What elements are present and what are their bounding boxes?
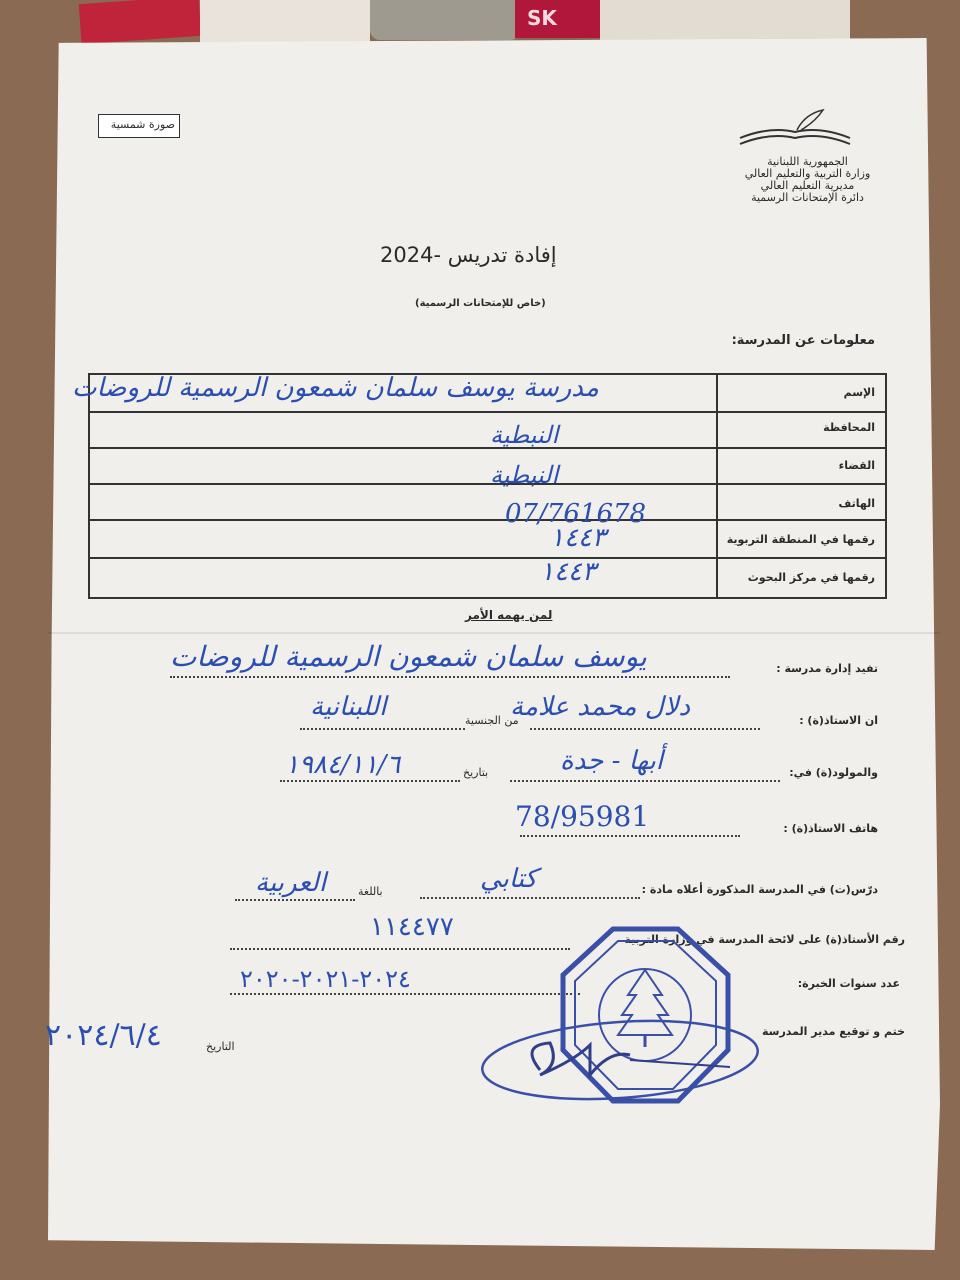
background-object <box>370 0 520 40</box>
signature-label: ختم و توقيع مدير المدرسة <box>761 1025 905 1038</box>
teaches-label: درّس(ت) في المدرسة المذكورة أعلاه مادة : <box>641 883 878 896</box>
background-paper <box>600 0 850 40</box>
nationality-value: اللبنانية <box>310 692 387 722</box>
dotted-line <box>510 780 780 782</box>
table-row <box>72 373 885 413</box>
dotted-line <box>300 728 465 730</box>
header-line: وزارة التربية والتعليم العالي <box>744 167 871 180</box>
paper-fold <box>48 632 940 634</box>
born-place-value: أبها - جدة <box>560 746 664 776</box>
teacher-number-value: ١١٤٤٧٧ <box>370 912 454 942</box>
header-line: الجمهورية اللبنانية <box>767 155 848 168</box>
school-admin-label: تفيد إدارة مدرسة : <box>776 662 878 675</box>
row-value: النبطية <box>490 421 559 449</box>
dotted-line <box>230 948 570 950</box>
background-object <box>79 0 201 44</box>
subject-value: كتابي <box>480 864 538 894</box>
signature-icon <box>480 1015 770 1105</box>
teacher-value: دلال محمد علامة <box>510 692 691 722</box>
nationality-label: من الجنسية <box>465 714 519 727</box>
row-value: مدرسة يوسف سلمان شمعون الرسمية للروضات <box>72 373 599 403</box>
ministry-logo-icon <box>735 108 855 152</box>
dotted-line <box>520 835 740 837</box>
table-row <box>90 483 885 529</box>
background-object <box>200 0 370 48</box>
background-card <box>515 0 605 38</box>
teacher-number-label: رقم الأستاذ(ة) على لائحة المدرسة في وزارة التربية <box>624 933 905 946</box>
row-label: الهاتف <box>838 497 875 510</box>
table-row <box>90 447 885 489</box>
header-line: دائرة الإمتحانات الرسمية <box>751 191 864 204</box>
born-date-value: ١٩٨٤/١١/٦ <box>285 750 401 780</box>
row-label: الإسم <box>843 386 875 399</box>
dotted-line <box>170 676 730 678</box>
table-row <box>90 411 885 449</box>
born-date-label: بتاريخ <box>463 766 489 779</box>
born-label: والمولود(ة) في: <box>789 766 878 779</box>
row-value: النبطية <box>490 461 559 489</box>
card-text: SK <box>527 6 557 30</box>
table-row <box>90 519 885 559</box>
phone-label: هاتف الاستاذ(ة) : <box>783 822 878 835</box>
phone-value: 78/95981 <box>515 800 650 833</box>
teacher-label: ان الاستاذ(ة) : <box>799 714 878 727</box>
dotted-line <box>530 728 760 730</box>
dotted-line <box>420 897 640 899</box>
school-admin-value: يوسف سلمان شمعون الرسمية للروضات <box>170 640 647 673</box>
header-line: مديرية التعليم العالي <box>760 179 855 192</box>
language-value: العربية <box>255 868 327 898</box>
date-label: التاريخ <box>206 1040 235 1053</box>
row-label: المحافظة <box>823 421 875 434</box>
school-section-heading: معلومات عن المدرسة: <box>731 333 875 348</box>
experience-label: عدد سنوات الخبرة: <box>797 977 900 990</box>
experience-value: ٢٠٢٤-٢٠٢١-٢٠٢٠ <box>240 965 411 993</box>
row-label: القضاء <box>838 459 875 472</box>
row-value: 07/761678 <box>505 499 647 529</box>
school-info-table <box>72 373 887 599</box>
page-subtitle: (خاص للإمتحانات الرسمية) <box>415 298 546 309</box>
row-label: رقمها في مركز البحوث <box>747 571 875 584</box>
dotted-line <box>230 993 580 995</box>
dotted-line <box>235 899 355 901</box>
photo-box <box>98 114 180 138</box>
dotted-line <box>280 780 460 782</box>
language-label: باللغة <box>358 885 383 898</box>
photo-label: صورة شمسية <box>110 118 175 131</box>
date-value: ٢٠٢٤/٦/٤ <box>45 1018 162 1053</box>
table-row <box>90 557 885 595</box>
to-whom-heading: لمن يهمه الأمر <box>465 608 553 622</box>
ministry-header <box>740 156 875 204</box>
row-value: ١٤٤٣ <box>550 523 606 553</box>
row-value: ١٤٤٣ <box>540 557 596 587</box>
row-label: رقمها في المنطقة التربوية <box>726 533 875 546</box>
page-title: إفادة تدريس -2024 <box>380 243 557 267</box>
